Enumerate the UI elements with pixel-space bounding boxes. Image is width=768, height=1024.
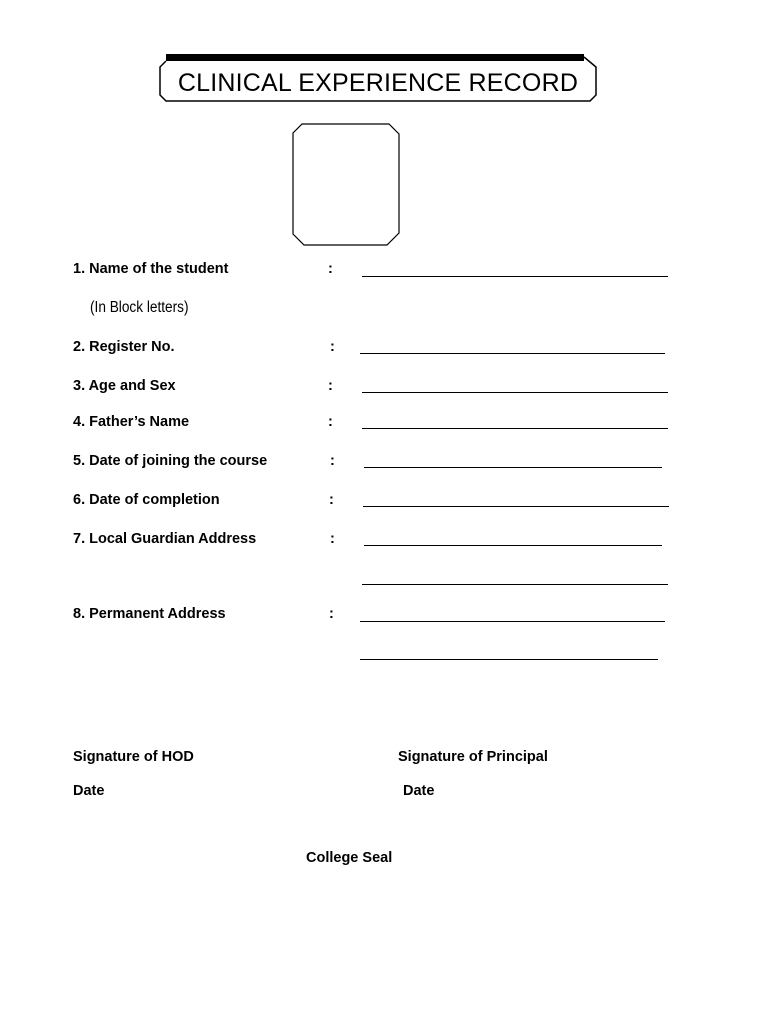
field-row-fathers-name	[0, 414, 768, 434]
title-banner	[158, 54, 598, 104]
hod-date-label: Date	[73, 783, 105, 799]
signature-hod: Signature of HOD	[73, 749, 194, 765]
photo-placeholder	[292, 123, 400, 251]
field-colon: :	[329, 492, 334, 508]
field-row-permanent-address	[0, 606, 768, 626]
field-row-student-name	[0, 261, 768, 281]
field-row-date-completion	[0, 492, 768, 512]
age-sex-line[interactable]	[362, 392, 668, 393]
field-label: 1. Name of the student	[73, 261, 229, 277]
field-colon: :	[330, 339, 335, 355]
field-row-guardian-address	[0, 531, 768, 551]
principal-date-label: Date	[403, 783, 435, 799]
field-note-block-letters	[0, 299, 768, 319]
field-label: 7. Local Guardian Address	[73, 531, 257, 547]
field-colon: :	[329, 606, 334, 622]
field-colon: :	[330, 453, 335, 469]
permanent-address-line-1[interactable]	[360, 621, 665, 622]
field-label: 3. Age and Sex	[73, 378, 176, 394]
field-row-date-joining	[0, 453, 768, 473]
field-label: 2. Register No.	[73, 339, 175, 355]
field-colon: :	[328, 378, 333, 394]
field-colon: :	[328, 261, 333, 277]
fathers-name-line[interactable]	[362, 428, 668, 429]
field-label: 6. Date of completion	[73, 492, 220, 508]
field-label: 8. Permanent Address	[73, 606, 226, 622]
field-label: 4. Father’s Name	[73, 414, 190, 430]
field-row-age-sex	[0, 378, 768, 398]
permanent-address-line-2[interactable]	[360, 659, 658, 660]
field-colon: :	[330, 531, 335, 547]
guardian-address-line-1[interactable]	[364, 545, 662, 546]
field-row-register-no	[0, 339, 768, 359]
page-title: CLINICAL EXPERIENCE RECORD	[177, 69, 579, 97]
guardian-address-line-2[interactable]	[362, 584, 668, 585]
register-no-line[interactable]	[360, 353, 665, 354]
signature-principal: Signature of Principal	[398, 749, 548, 765]
field-colon: :	[328, 414, 333, 430]
college-seal-label: College Seal	[306, 850, 393, 866]
block-letters-note: (In Block letters)	[90, 299, 189, 316]
date-completion-line[interactable]	[363, 506, 669, 507]
date-joining-line[interactable]	[364, 467, 662, 468]
field-label: 5. Date of joining the course	[73, 453, 268, 469]
student-name-line[interactable]	[362, 276, 668, 277]
